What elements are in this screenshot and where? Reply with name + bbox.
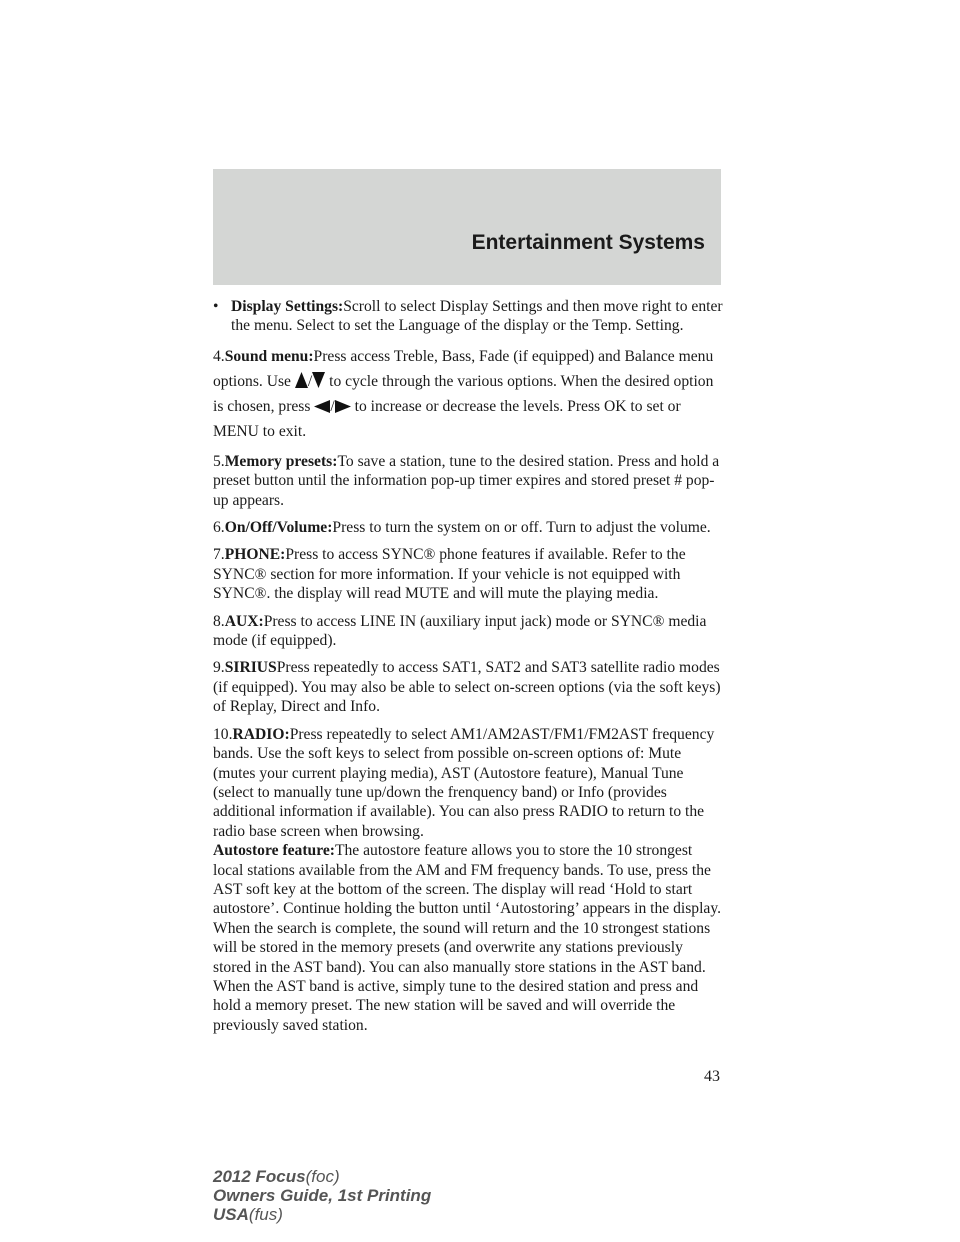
item-number: 5. — [213, 452, 225, 470]
up-arrow-icon — [295, 372, 308, 388]
footer-market: USA — [213, 1205, 249, 1224]
display-settings-bullet — [213, 297, 723, 336]
footer-model: 2012 Focus — [213, 1167, 306, 1186]
sirius-text: Press repeatedly to access SAT1, SAT2 and SAT3 satellite radio modes (if equipped). You may also be able to select on-screen options (via the soft keys) of Replay, Direct and Info. — [213, 659, 721, 716]
item-number: 8. — [213, 612, 225, 630]
sound-menu-text-3: to increase or decrease the levels. Press OK to set or MENU to exit. — [213, 397, 681, 440]
arrow-separator: / — [307, 372, 313, 390]
section-title: Entertainment Systems — [471, 231, 705, 254]
page-content — [213, 297, 723, 1043]
footer-guide: Owners Guide, 1st Printing — [213, 1186, 432, 1205]
display-settings-text: Scroll to select Display Settings and then move right to enter the menu. Select to set the Language of the display or the Temp. Setting. — [231, 298, 723, 335]
down-arrow-icon — [312, 372, 325, 388]
phone-text: Press to access SYNC® phone features if available. Refer to the SYNC® section for more information. If your vehicle is not equipped with SYNC®. the display will read MUTE and will mute the playing media. — [213, 546, 686, 603]
page-number: 43 — [704, 1068, 720, 1085]
memory-presets-item — [213, 452, 723, 510]
aux-item — [213, 612, 723, 651]
sound-menu-label: Sound menu: — [224, 347, 314, 365]
radio-label: RADIO: — [232, 725, 290, 743]
autostore-paragraph — [213, 841, 723, 1035]
on-off-volume-text: Press to turn the system on or off. Turn to adjust the volume. — [332, 519, 711, 537]
sound-menu-item — [213, 344, 723, 444]
memory-presets-label: Memory presets: — [224, 452, 338, 470]
phone-item — [213, 545, 723, 603]
aux-label: AUX: — [224, 612, 264, 630]
item-number: 4. — [213, 347, 225, 365]
on-off-volume-label: On/Off/Volume: — [224, 519, 333, 537]
arrow-separator: / — [330, 397, 335, 415]
aux-text: Press to access LINE IN (auxiliary input jack) mode or SYNC® media mode (if equipped). — [213, 612, 707, 650]
bullet-dot: • — [213, 298, 219, 315]
radio-item — [213, 725, 723, 841]
right-arrow-icon — [335, 400, 351, 413]
footer-line-3 — [213, 1205, 431, 1224]
item-number: 10. — [213, 725, 233, 743]
footer-model-code: (foc) — [305, 1167, 340, 1186]
autostore-label: Autostore feature: — [213, 842, 335, 860]
sirius-item — [213, 658, 723, 716]
on-off-volume-item — [213, 518, 723, 537]
sirius-label: SIRIUS — [224, 659, 277, 677]
radio-text: Press repeatedly to select AM1/AM2AST/FM1/FM2AST frequency bands. Use the soft keys to select from possible on-screen options of: Mute (mutes your current playing media), AST (Autostore feature), Manual Tune (select to manually tune up/down the frenquency band) or Info (provides additional information if available). You can also press RADIO to return to the radio base screen when browsing. — [213, 725, 715, 840]
autostore-text: The autostore feature allows you to store the 10 strongest local stations available from the AM and FM frequency bands. To use, press the AST soft key at the bottom of the screen. The display will read ‘Hold to start autostore’. Continue holding the button until ‘Autostoring’ appears in the display. When the search is complete, the sound will return and the 10 strongest stations will be stored in the memory presets (and overwrite any stations previously stored in the AST band). You can also manually store stations in the AST band. When the AST band is active, simply tune to the desired station and press and hold a memory preset. The new station will be saved and will override the previously saved station. — [213, 842, 722, 1034]
memory-presets-text: To save a station, tune to the desired station. Press and hold a preset button until the information pop-up timer expires and stored preset # pop-up appears. — [213, 452, 720, 509]
footer — [213, 1167, 431, 1224]
item-number: 7. — [213, 546, 225, 564]
item-number: 6. — [213, 519, 225, 537]
phone-label: PHONE: — [224, 546, 286, 564]
item-number: 9. — [213, 659, 225, 677]
footer-market-code: (fus) — [248, 1205, 283, 1224]
left-arrow-icon — [314, 400, 330, 413]
sound-menu-text-2: to cycle through the various options. When the desired option is chosen, press — [213, 372, 714, 415]
footer-line-1 — [213, 1167, 431, 1186]
display-settings-label: Display Settings: — [231, 298, 344, 315]
sound-menu-text-1: Press access Treble, Bass, Fade (if equipped) and Balance menu options. Use — [213, 347, 714, 390]
section-header — [213, 169, 721, 285]
